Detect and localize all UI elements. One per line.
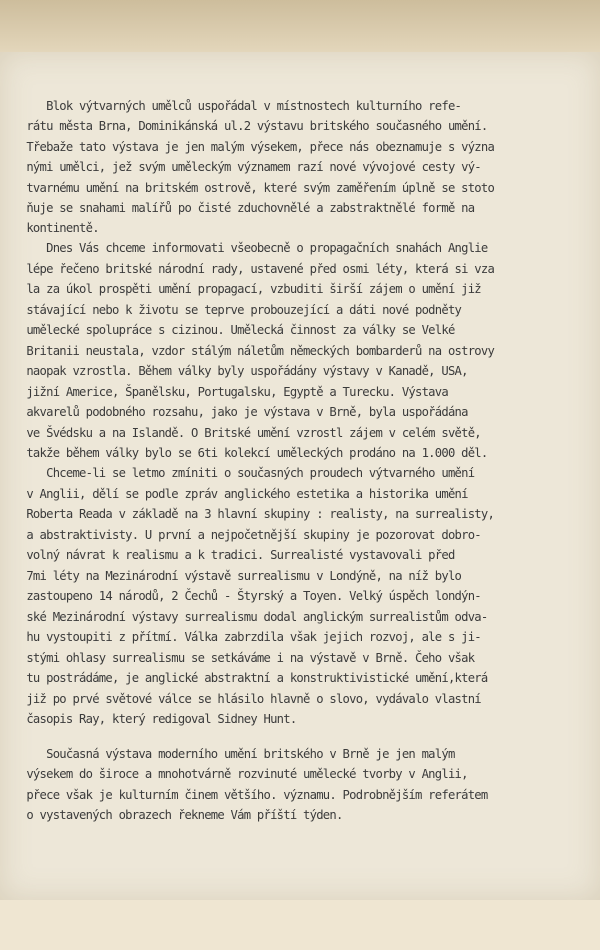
- text-line: přece však je kulturním činem většího. významu. Podrobnějším referátem: [0, 788, 488, 802]
- text-line: výsekem do široce a mnohotvárně rozvinuté umělecké tvorby v Anglii,: [0, 767, 468, 781]
- text-line: Chceme-li se letmo zmíniti o současných proudech výtvarného umění: [0, 466, 475, 480]
- text-line: kontinentě.: [0, 221, 99, 235]
- text-line: jižní Americe, Španělsku, Portugalsku, Egyptě a Turecku. Výstava: [0, 385, 448, 399]
- text-line: akvarelů podobného rozsahu, jako je výstava v Brně, byla uspořádána: [0, 405, 468, 419]
- text-line: lépe řečeno britské národní rady, ustavené před osmi léty, která si vza: [0, 262, 495, 276]
- text-line: hu vystoupiti z přítmí. Válka zabrzdila však jejich rozvoj, ale s ji-: [0, 630, 481, 644]
- text-line: ve Švédsku a na Islandě. O Britské umění vzrostl zájem v celém světě,: [0, 426, 481, 440]
- text-line: 7mi léty na Mezinárodní výstavě surrealismu v Londýně, na níž bylo: [0, 569, 462, 583]
- text-line: la za úkol prospěti umění propagací, vzbuditi širší zájem o umění již: [0, 282, 481, 296]
- text-line: Roberta Reada v základě na 3 hlavní skupiny : realisty, na surrealisty,: [0, 507, 495, 521]
- text-line: ňuje se snahami malířů po čisté zduchovnělé a zabstraktnělé formě na: [0, 201, 475, 215]
- text-line: takže během války bylo se 6ti kolekcí uměleckých prodáno na 1.000 děl.: [0, 446, 488, 460]
- scan-top-strip: [0, 0, 600, 52]
- document-page: [0, 52, 600, 900]
- text-line: Třebaže tato výstava je jen malým výsekem, přece nás obeznamuje s význa: [0, 140, 495, 154]
- text-line: rátu města Brna, Dominikánská ul.2 výstavu britského současného umění.: [0, 119, 488, 133]
- text-line: a abstraktivisty. U první a nejpočetnější skupiny je pozorovat dobro-: [0, 528, 481, 542]
- text-line: stými ohlasy surrealismu se setkáváme i na výstavě v Brně. Čeho však: [0, 651, 475, 665]
- text-line: v Anglii, dělí se podle zpráv anglického estetika a historika umění: [0, 487, 468, 501]
- typed-text: [0, 52, 600, 900]
- text-line: Dnes Vás chceme informovati všeobecně o propagačních snahách Anglie: [0, 241, 488, 255]
- text-line: Britanii neustala, vzdor stálým náletům německých bombarderů na ostrovy: [0, 344, 495, 358]
- text-line: časopis Ray, který redigoval Sidney Hunt.: [0, 712, 297, 726]
- text-line: o vystavených obrazech řekneme Vám příští týden.: [0, 808, 343, 822]
- text-line: naopak vzrostla. Během války byly uspořádány výstavy v Kanadě, USA,: [0, 364, 468, 378]
- text-line: zastoupeno 14 národů, 2 Čechů - Štyrský a Toyen. Velký úspěch londýn-: [0, 589, 481, 603]
- text-line: stávající nebo k životu se teprve probouzející a dáti nové podněty: [0, 303, 462, 317]
- text-line: tvarnému umění na britském ostrově, které svým zaměřením úplně se stoto: [0, 181, 495, 195]
- text-line: Blok výtvarných umělců uspořádal v místnostech kulturního refe-: [0, 99, 462, 113]
- text-line: volný návrat k realismu a k tradici. Surrealisté vystavovali před: [0, 548, 455, 562]
- text-line: umělecké spolupráce s cizinou. Umělecká činnost za války se Velké: [0, 323, 455, 337]
- text-line: nými umělci, jež svým uměleckým významem razí nové vývojové cesty vý-: [0, 160, 481, 174]
- text-line: ské Mezinárodní výstavy surrealismu dodal anglickým surrealistům odva-: [0, 610, 488, 624]
- text-line: tu postrádáme, je anglické abstraktní a konstruktivistické umění,která: [0, 671, 488, 685]
- text-line: již po prvé světové válce se hlásilo hlavně o slovo, vydávalo vlastní: [0, 692, 481, 706]
- text-line: Současná výstava moderního umění britského v Brně je jen malým: [0, 747, 455, 761]
